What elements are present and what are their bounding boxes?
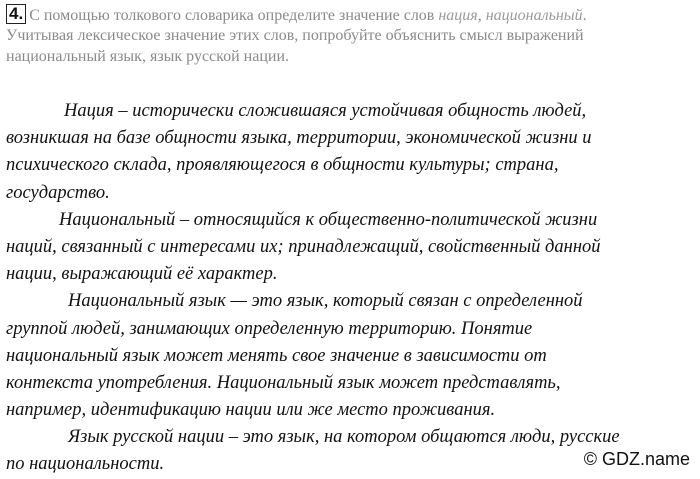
text-line: Нация – исторически сложившаяся устойчивая общность людей,: [64, 101, 587, 121]
text-line: возникшая на базе общности языка, территории, экономической жизни и: [6, 128, 592, 149]
text-line: национальный язык может менять свое значение в зависимости от: [6, 345, 547, 366]
task-text-prefix: С помощью толкового словарика определите значение слов: [29, 7, 439, 24]
text-line: по национальности.: [6, 454, 165, 475]
text-line: Национальный – относящийся к общественно-политической жизни: [59, 209, 598, 230]
text-line: нации, выражающий её характер.: [6, 264, 278, 285]
text-line: психического склада, проявляющегося в общности культуры; страна,: [6, 155, 559, 176]
answer-text: [6, 98, 696, 479]
text-line: наций, связанный с интересами их; принадлежащий, свойственный данной: [6, 236, 601, 257]
text-line: Национальный язык — это язык, который связан с определенной: [68, 291, 583, 312]
task-text-suffix: .: [582, 7, 587, 24]
task-word-separator: ,: [477, 7, 486, 24]
task-line-3: национальный язык, язык русской нации.: [6, 48, 290, 65]
text-line: группой людей, занимающих определенную территорию. Понятие: [6, 318, 533, 339]
text-line: государство.: [6, 182, 110, 203]
task-word-national: национальный: [485, 7, 583, 24]
task-block: [6, 4, 696, 67]
text-line: Язык русской нации – это язык, на котором общаются люди, русские: [68, 427, 620, 448]
task-line-1: [6, 4, 696, 25]
watermark: © GDZ.name: [583, 449, 690, 469]
text-line: например, идентификацию нации или же место проживания.: [6, 400, 496, 421]
text-line: контекста употребления. Национальный язык может представлять,: [6, 372, 561, 393]
task-number-badge: 4.: [6, 4, 26, 24]
paragraph-national-language: [6, 288, 696, 424]
task-line-2: Учитывая лексическое значение этих слов, попробуйте объяснить смысл выражений: [6, 27, 584, 44]
paragraph-nation-definition: [6, 98, 696, 207]
paragraph-national-definition: [6, 207, 696, 289]
task-word-nation: нация: [438, 7, 478, 24]
